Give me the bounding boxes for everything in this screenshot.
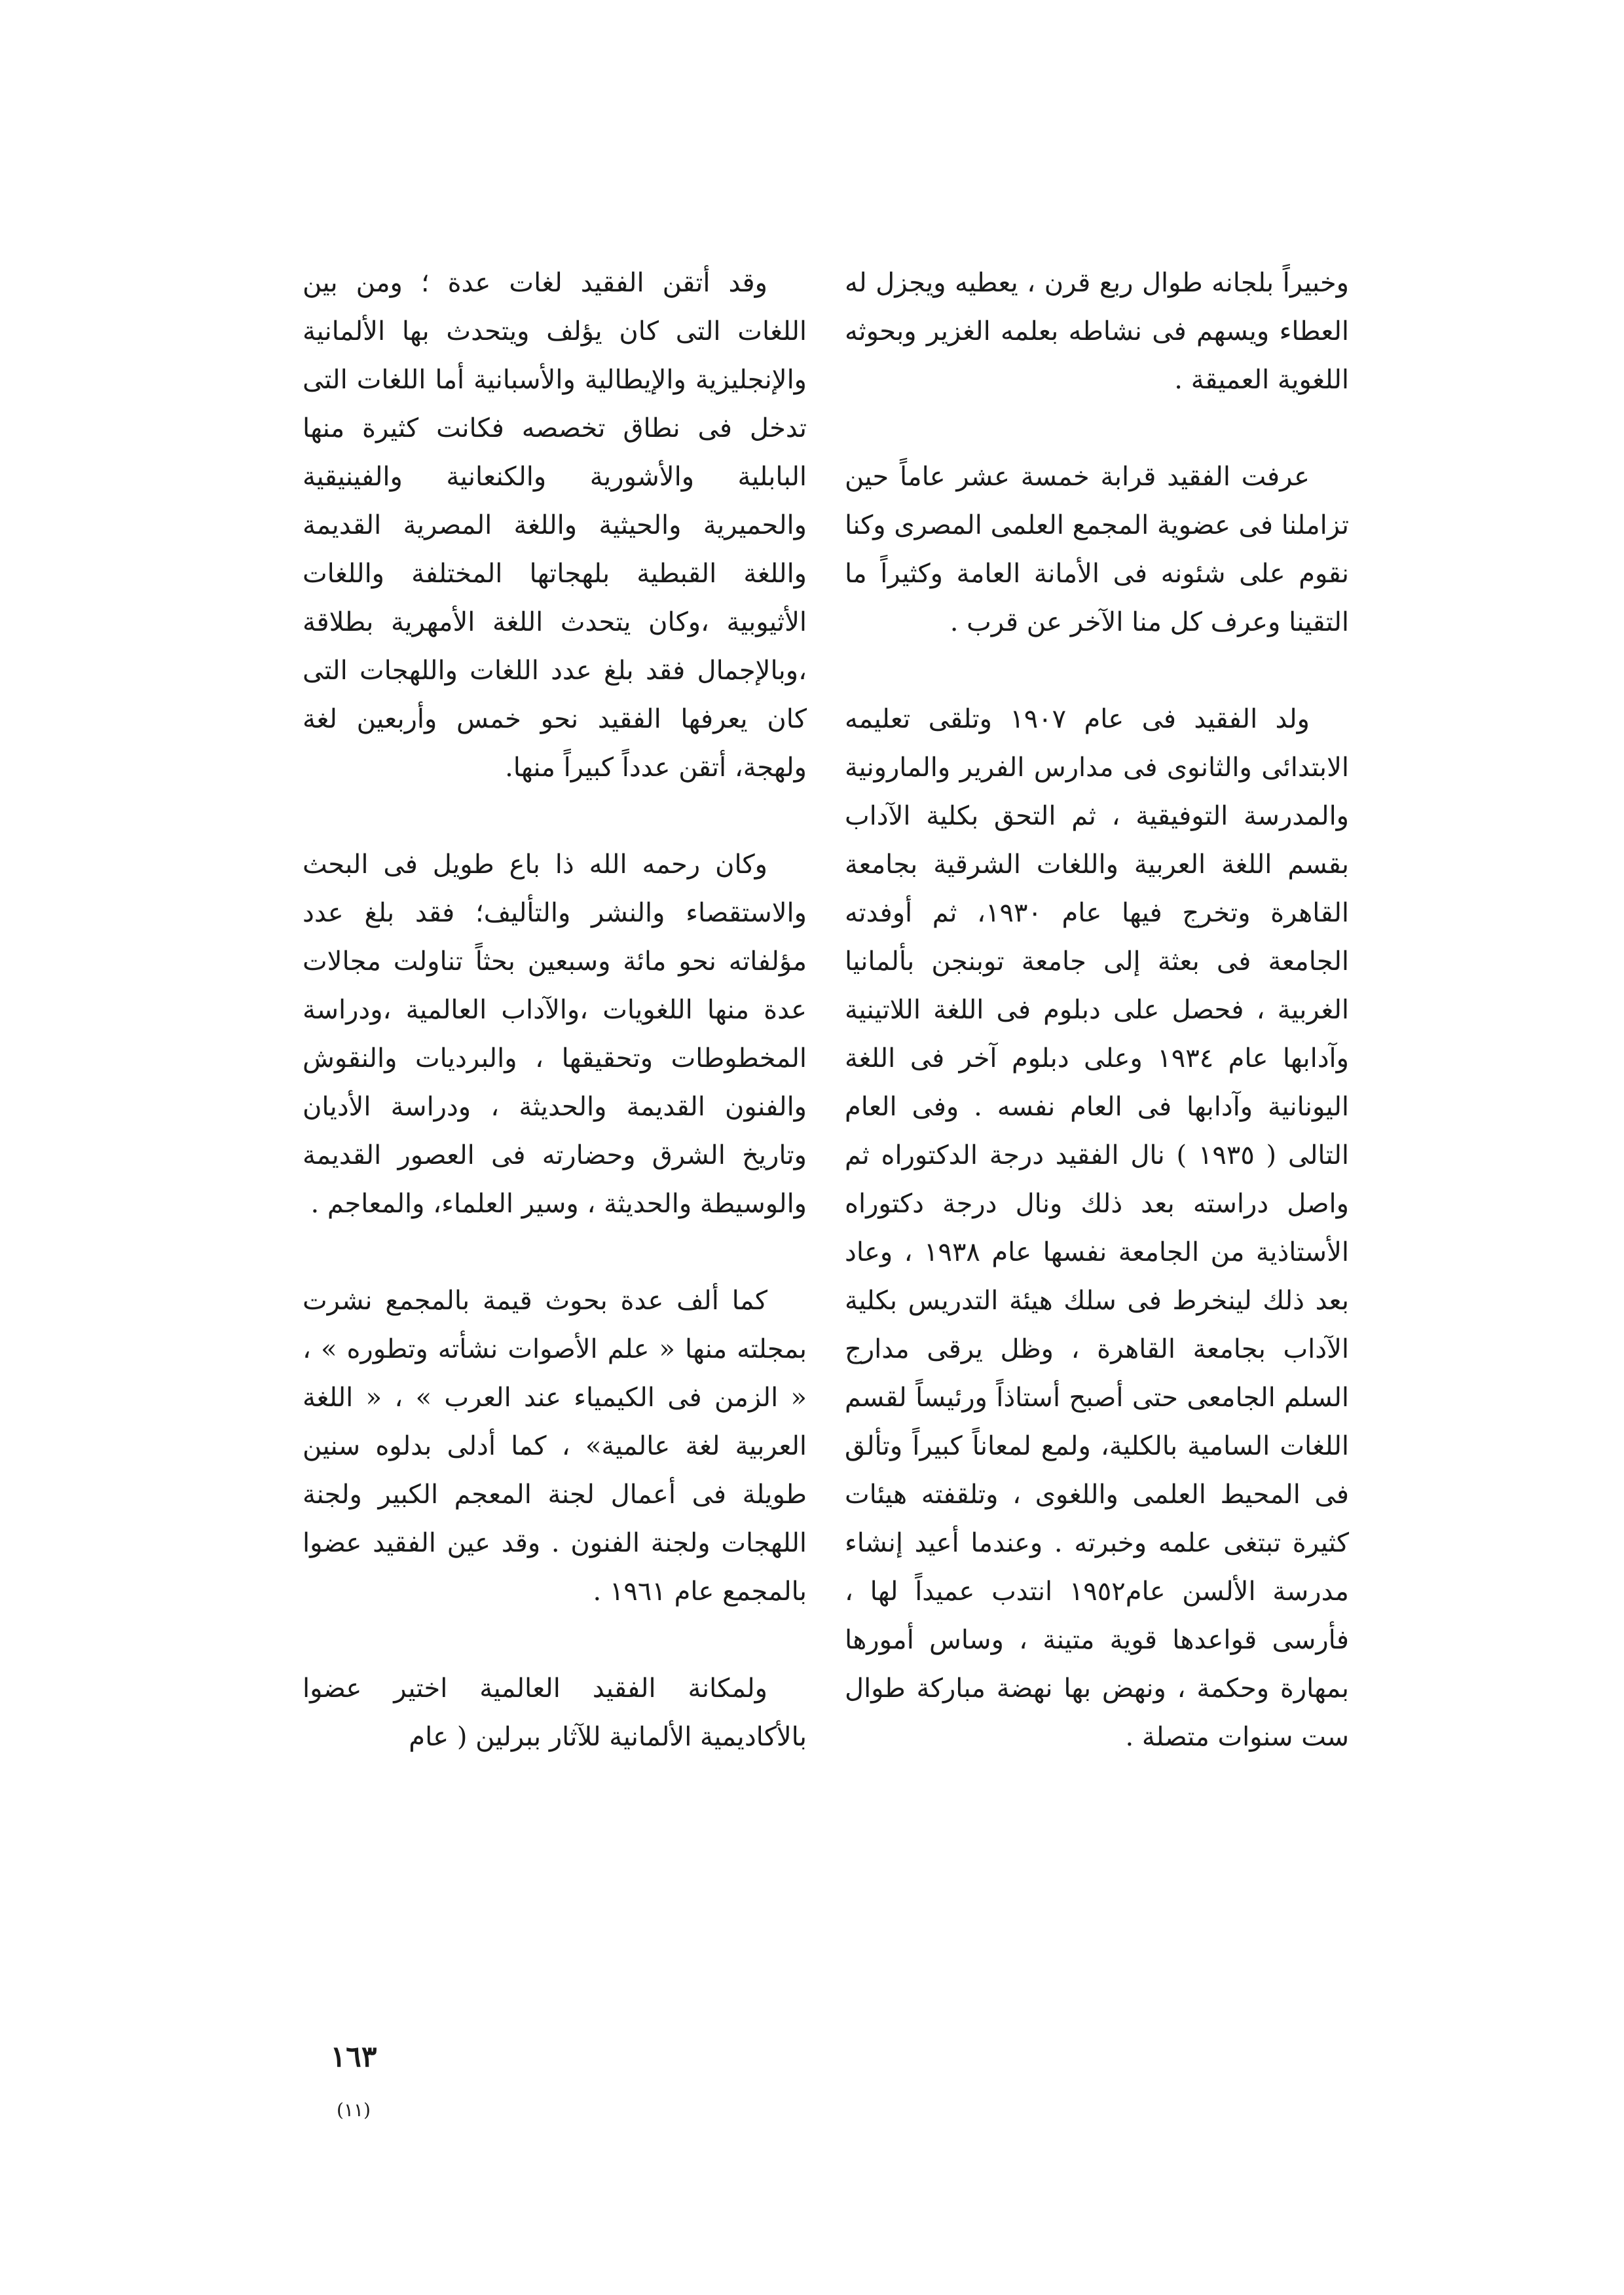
right-column (845, 259, 1349, 1810)
signature-mark: (١١) (337, 2099, 371, 2121)
paragraph: وقد أتقن الفقيد لغات عدة ؛ ومن بين اللغات التى كان يؤلف ويتحدث بها الألمانية والإنجليزية والإيطالية والأسبانية أما اللغات التى تدخل فى نطاق تخصصه فكانت كثيرة منها البابلية والأشورية والكنعانية والفينيقية والحميرية والحيثية واللغة المصرية القديمة واللغة القبطية بلهجاتها المختلفة واللغات الأثيوبية ،وكان يتحدث اللغة الأمهرية بطلاقة ،وبالإجمال فقد بلغ عدد اللغات واللهجات التى كان يعرفها الفقيد نحو خمس وأربعين لغة ولهجة، أتقن عدداً كبيراً منها. (303, 268, 807, 783)
paragraph: وخبيراً بلجانه طوال ربع قرن ، يعطيه ويجزل له العطاء ويسهم فى نشاطه بعلمه الغزير وبحوثه اللغوية العميقة . (845, 268, 1349, 395)
paragraph: عرفت الفقيد قرابة خمسة عشر عاماً حين تزاملنا فى عضوية المجمع العلمى المصرى وكنا نقوم على شئونه فى الأمانة العامة وكثيراً ما التقينا وعرف كل منا الآخر عن قرب . (845, 462, 1350, 637)
page-number: ١٦٣ (330, 2040, 377, 2074)
left-column (303, 259, 807, 1810)
paragraph: ولمكانة الفقيد العالمية اختير عضوا بالأكاديمية الألمانية للآثار ببرلين ( عام (303, 1673, 807, 1752)
paragraph: ولد الفقيد فى عام ١٩٠٧ وتلقى تعليمه الابتدائى والثانوى فى مدارس الفرير والمارونية والمدرسة التوفيقية ، ثم التحق بكلية الآداب بقسم اللغة العربية واللغات الشرقية بجامعة القاهرة وتخرج فيها عام ١٩٣٠، ثم أوفدته الجامعة فى بعثة إلى جامعة توبنجن بألمانيا الغربية ، فحصل على دبلوم فى اللغة اللاتينية وآدابها عام ١٩٣٤ وعلى دبلوم آخر فى اللغة اليونانية وآدابها فى العام نفسه . وفى العام التالى ( ١٩٣٥ ) نال الفقيد درجة الدكتوراه ثم واصل دراسته بعد ذلك ونال درجة دكتوراه الأستاذية من الجامعة نفسها عام ١٩٣٨ ، وعاد بعد ذلك لينخرط فى سلك هيئة التدريس بكلية الآداب بجامعة القاهرة ، وظل يرقى مدارج السلم الجامعى حتى أصبح أستاذاً ورئيساً لقسم اللغات السامية بالكلية، ولمع لمعاناً كبيراً وتألق فى المحيط العلمى واللغوى ، وتلقفته هيئات كثيرة تبتغى علمه وخبرته . وعندما أعيد إنشاء مدرسة الألسن عام١٩٥٢ انتدب عميداً لها ، فأرسى قواعدها قوية متينة ، وساس أمورها بمهارة وحكمة ، ونهض بها نهضة مباركة طوال ست سنوات متصلة . (845, 704, 1350, 1752)
paragraph: وكان رحمه الله ذا باع طويل فى البحث والاستقصاء والنشر والتأليف؛ فقد بلغ عدد مؤلفاته نحو مائة وسبعين بحثاً تناولت مجالات عدة منها اللغويات ،والآداب العالمية ،ودراسة المخطوطات وتحقيقها ، والبرديات والنقوش والفنون القديمة والحديثة ، ودراسة الأديان وتاريخ الشرق وحضارته فى العصور القديمة والوسيطة والحديثة ، وسير العلماء، والمعاجم . (303, 849, 807, 1219)
paragraph: كما ألف عدة بحوث قيمة بالمجمع نشرت بمجلته منها « علم الأصوات نشأته وتطوره » ، « الزمن فى الكيمياء عند العرب » ، « اللغة العربية لغة عالمية» ، كما أدلى بدلوه سنين طويلة فى أعمال لجنة المعجم الكبير ولجنة اللهجات ولجنة الفنون . وقد عين الفقيد عضوا بالمجمع عام ١٩٦١ . (303, 1286, 807, 1607)
